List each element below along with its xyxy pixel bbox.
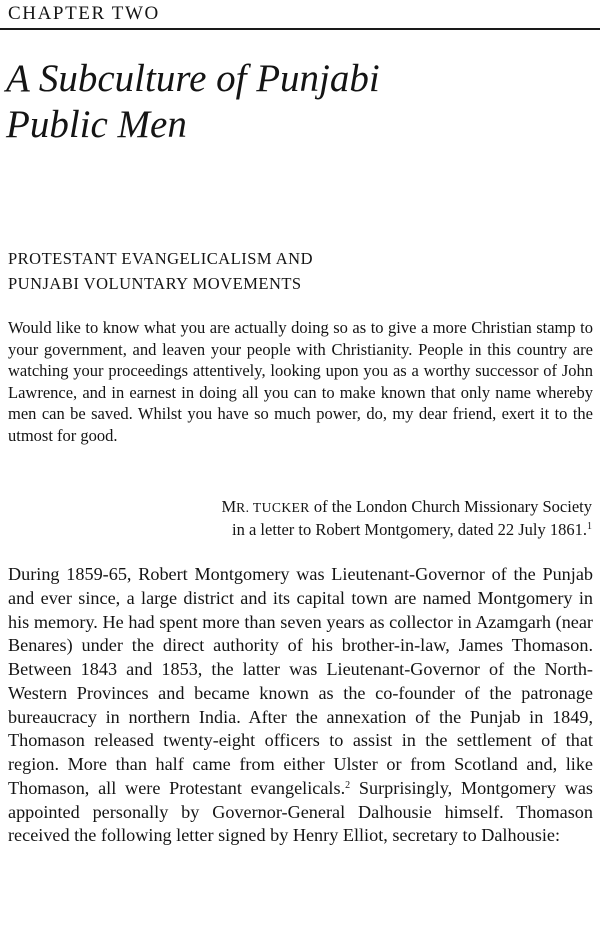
body-paragraph — [8, 563, 593, 848]
epigraph-quote: Would like to know what you are actually doing so as to give a more Christian stamp to your government, and leaven your people with Christianity. People in this country are watching your proceedings attentively, looking upon you as a worthy successor of John Lawrence, and in earnest in doing all you can to make known that only name whereby men can be saved. Whilst you have so much power, do, my dear friend, exert it to the utmost for good. — [8, 318, 593, 445]
section-heading — [8, 246, 593, 296]
chapter-title-line-1: A Subculture of Punjabi — [6, 57, 380, 100]
attribution-affiliation: of the London Church Missionary Society — [309, 497, 592, 516]
epigraph-attribution — [122, 496, 592, 541]
footnote-ref-1: 1 — [587, 521, 592, 532]
attribution-source: in a letter to Robert Montgomery, dated 22 July 1861. — [232, 520, 587, 539]
header-rule — [0, 28, 600, 30]
chapter-label: CHAPTER TWO — [8, 3, 160, 24]
chapter-title-line-2: Public Men — [6, 103, 187, 146]
attribution-line-2 — [122, 519, 592, 541]
attribution-line-1 — [122, 496, 592, 519]
section-heading-line-2: PUNJABI VOLUNTARY MOVEMENTS — [8, 274, 302, 293]
attribution-name: R. TUCKER — [236, 500, 310, 515]
body-text-part-2: Surprisingly, Montgomery was appointed personally by Governor-General Dalhousie himself. Thomason received the following letter signed by Henry Elliot, secretary to Dalhousie: — [8, 777, 594, 846]
footnote-ref-2: 2 — [345, 779, 351, 791]
attribution-name-initial: M — [221, 497, 237, 516]
chapter-title — [6, 56, 594, 148]
body-text-part-1: During 1859-65, Robert Montgomery was Lieutenant-Governor of the Punjab and ever since, a large district and its capital town are named Montgomery in his memory. He had spent more than seven years as collector in Azamgarh (near Benares) under the direct authority of his brother-in-law, James Thomason. Between 1843 and 1853, the latter was Lieutenant-Governor of the North-Western Provinces and became known as the co-founder of the patronage bureaucracy in northern India. After the annexation of the Punjab in 1849, Thomason released twenty-eight officers to assist in the settlement of that region. More than half came from either Ulster or from Scotland and, like Thomason, all were Protestant evangelicals. — [8, 564, 593, 798]
section-heading-line-1: PROTESTANT EVANGELICALISM AND — [8, 249, 313, 268]
